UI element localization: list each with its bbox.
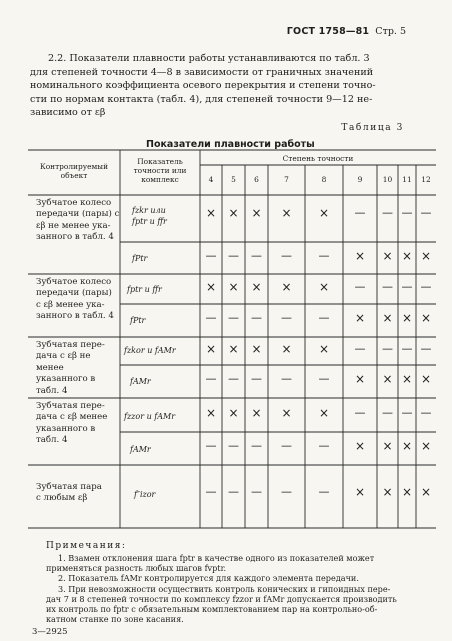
indicator-line: fptr и ffr — [127, 285, 162, 294]
cross-mark: × — [318, 406, 330, 420]
dash-mark: — — [420, 280, 432, 293]
degree-10: 10 — [382, 175, 393, 184]
cross-mark: × — [382, 372, 393, 386]
cross-mark: × — [228, 406, 239, 420]
indicator-line: fAMr — [130, 377, 151, 386]
dash-mark: — — [205, 249, 217, 262]
object-cell — [36, 340, 105, 397]
page-number: Стр. 5 — [375, 26, 406, 37]
table-title: Показатели плавности работы — [146, 139, 315, 150]
head-degree: Степень точности — [282, 154, 354, 163]
object-line: указанного в — [36, 423, 96, 434]
object-cell — [36, 482, 102, 505]
indicator-cell — [130, 376, 151, 387]
dash-mark: — — [228, 485, 239, 498]
note-line: 1. Взамен отклонения шага fptr в качестве одного из показателей может — [58, 553, 375, 563]
notes-title: Примечания: — [46, 541, 127, 551]
indicator-line: f″izor — [134, 490, 156, 499]
cross-mark: × — [205, 406, 217, 420]
table-caption: Таблица 3 — [341, 123, 404, 133]
dash-mark: — — [318, 372, 330, 385]
cross-mark: × — [420, 249, 432, 263]
dash-mark: — — [251, 485, 262, 498]
cross-mark: × — [205, 342, 217, 356]
cross-mark: × — [228, 342, 239, 356]
dash-mark: — — [420, 342, 432, 355]
standard-number: ГОСТ 1758—81 — [286, 26, 370, 37]
dash-mark: — — [281, 439, 292, 452]
cross-mark: × — [354, 311, 366, 325]
cross-mark: × — [401, 372, 413, 386]
dash-mark: — — [228, 372, 239, 385]
indicator-cell — [132, 205, 167, 228]
dash-mark: — — [281, 485, 292, 498]
object-line: менее — [36, 362, 64, 373]
indicator-cell — [130, 315, 145, 326]
object-line: Зубчатое колесо — [36, 277, 112, 287]
degree-9: 9 — [357, 175, 363, 184]
dash-mark: — — [382, 342, 393, 355]
object-line: дача с εβ менее — [36, 412, 108, 423]
cross-mark: × — [354, 485, 366, 499]
dash-mark: — — [281, 311, 292, 324]
paragraph-line: для степеней точности 4—8 в зависимости от граничных значений — [30, 66, 374, 78]
dash-mark: — — [318, 439, 330, 452]
dash-mark: — — [205, 311, 217, 324]
indicator-line: fzzor и fAMr — [124, 412, 176, 421]
object-line: Зубчатая пере- — [36, 340, 105, 350]
cross-mark: × — [251, 280, 262, 294]
dash-mark: — — [281, 372, 292, 385]
object-line: занного в табл. 4 — [36, 232, 114, 243]
indicator-cell — [134, 489, 155, 500]
dash-mark: — — [228, 311, 239, 324]
indicator-cell — [130, 444, 151, 455]
dash-mark: — — [401, 280, 413, 293]
paragraph-line: номинального коэффициента осевого перекрытия и степени точно- — [30, 80, 376, 92]
indicator-cell — [127, 284, 162, 295]
cross-mark: × — [205, 280, 217, 294]
page-footer: 3—2925 — [32, 627, 68, 637]
cross-mark: × — [281, 406, 292, 420]
degree-8: 8 — [321, 175, 327, 184]
cross-mark: × — [228, 206, 239, 220]
dash-mark: — — [354, 206, 366, 219]
indicator-line: fPtr — [132, 254, 148, 263]
cross-mark: × — [401, 439, 413, 453]
cross-mark: × — [281, 280, 292, 294]
dash-mark: — — [420, 206, 432, 219]
object-line: указанного в — [36, 374, 96, 385]
indicator-line: fAMr — [130, 445, 151, 454]
object-line: с εβ менее ука- — [36, 299, 105, 310]
degree-6: 6 — [254, 175, 259, 184]
cross-mark: × — [420, 372, 432, 386]
cross-mark: × — [251, 406, 262, 420]
dash-mark: — — [382, 406, 393, 419]
object-cell — [36, 277, 114, 323]
cross-mark: × — [401, 311, 413, 325]
degree-12: 12 — [421, 175, 431, 184]
object-line: дача с εβ не — [36, 351, 91, 362]
indicator-line: fptr и ffr — [132, 217, 167, 227]
dash-mark: — — [228, 439, 239, 452]
cross-mark: × — [251, 342, 262, 356]
paragraph-line: сти по нормам контакта (табл. 4), для степеней точности 9—12 не- — [30, 93, 373, 105]
cross-mark: × — [420, 485, 432, 499]
object-line: занного в табл. 4 — [36, 311, 114, 322]
dash-mark: — — [420, 406, 432, 419]
dash-mark: — — [318, 311, 330, 324]
note-line: дач 7 и 8 степеней точности по комплексу fzzor и fAMr допускается производить — [46, 593, 397, 604]
dash-mark: — — [251, 439, 262, 452]
cross-mark: × — [382, 249, 393, 263]
degree-5: 5 — [231, 175, 236, 184]
degree-7: 7 — [284, 175, 289, 184]
dash-mark: — — [354, 280, 366, 293]
indicator-line: fzkor и fAMr — [124, 346, 176, 355]
indicator-cell — [124, 411, 175, 422]
cross-mark: × — [318, 206, 330, 220]
paragraph-line: 2.2. Показатели плавности работы устанавливаются по табл. 3 — [48, 53, 370, 64]
dash-mark: — — [354, 342, 366, 355]
note-line: катном станке по зоне касания. — [46, 614, 184, 625]
object-line: εβ не менее ука- — [36, 220, 111, 231]
object-cell — [36, 198, 119, 244]
note-line: 3. При невозможности осуществить контроль конических и гипоидных пере- — [58, 583, 391, 594]
note-line: 2. Показатель fAMr контролируется для каждого элемента передачи. — [58, 573, 359, 584]
cross-mark: × — [354, 439, 366, 453]
cross-mark: × — [318, 342, 330, 356]
object-line: с любым εβ — [36, 493, 88, 504]
cross-mark: × — [354, 249, 366, 263]
degree-4: 4 — [208, 175, 214, 184]
cross-mark: × — [401, 249, 413, 263]
note-line: применяться разность любых шагов fvptr. — [46, 563, 227, 574]
dash-mark: — — [205, 485, 217, 498]
dash-mark: — — [401, 342, 413, 355]
cross-mark: × — [420, 439, 432, 453]
cross-mark: × — [382, 485, 393, 499]
indicator-cell — [132, 253, 147, 264]
cross-mark: × — [354, 372, 366, 386]
dash-mark: — — [205, 439, 217, 452]
object-line: Зубчатая пара — [36, 482, 102, 492]
cross-mark: × — [401, 485, 413, 499]
dash-mark: — — [281, 249, 292, 262]
cross-mark: × — [205, 206, 217, 220]
cross-mark: × — [318, 280, 330, 294]
object-line: Зубчатое колесо — [36, 198, 112, 208]
indicator-cell — [124, 345, 176, 356]
dash-mark: — — [251, 249, 262, 262]
head-object: Контролируемый объект — [40, 162, 108, 180]
object-line: табл. 4 — [36, 435, 68, 446]
cross-mark: × — [251, 206, 262, 220]
object-line: передачи (пары) — [36, 288, 112, 299]
cross-mark: × — [420, 311, 432, 325]
cross-mark: × — [281, 206, 292, 220]
dash-mark: — — [251, 372, 262, 385]
note-line: их контроль по fptr с обязательным комплектованием пар на контрольно-об- — [46, 604, 378, 615]
cross-mark: × — [382, 311, 393, 325]
dash-mark: — — [205, 372, 217, 385]
cross-mark: × — [382, 439, 393, 453]
cross-mark: × — [228, 280, 239, 294]
dash-mark: — — [228, 249, 239, 262]
cross-mark: × — [281, 342, 292, 356]
object-line: табл. 4 — [36, 385, 68, 396]
dash-mark: — — [318, 249, 330, 262]
paragraph-line: зависимо от εβ — [30, 107, 106, 119]
object-cell — [36, 401, 107, 447]
notes-block — [46, 553, 426, 624]
dash-mark: — — [354, 406, 366, 419]
dash-mark: — — [318, 485, 330, 498]
degree-11: 11 — [402, 175, 412, 184]
dash-mark: — — [401, 206, 413, 219]
object-line: передачи (пары) с — [36, 209, 120, 220]
indicator-line: fPtr — [130, 316, 146, 325]
dash-mark: — — [382, 206, 393, 219]
head-indicator: Показатель точности или комплекс — [133, 157, 187, 184]
object-line: Зубчатая пере- — [36, 401, 105, 411]
indicator-line: fzkr или — [132, 206, 166, 215]
dash-mark: — — [251, 311, 262, 324]
dash-mark: — — [382, 280, 393, 293]
dash-mark: — — [401, 406, 413, 419]
